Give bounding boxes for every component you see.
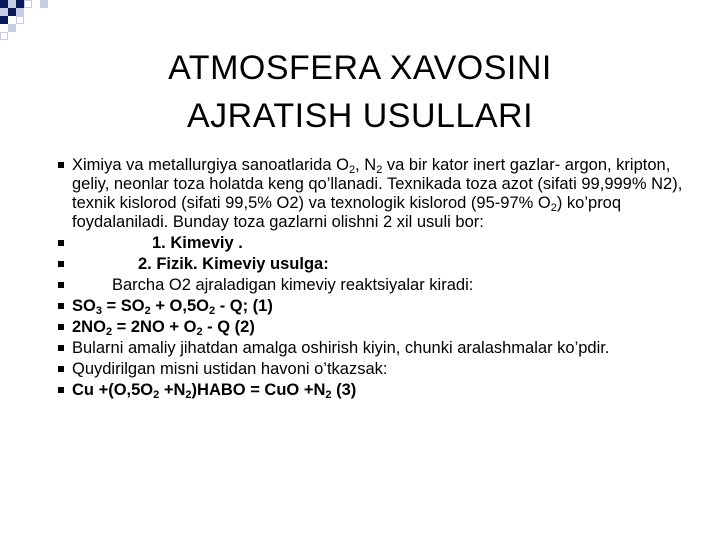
list-item: Bularni amaliy jihatdan amalga oshirish kiyin, chunki aralashmalar ko’pdir. bbox=[58, 339, 698, 358]
corner-decoration bbox=[0, 0, 60, 40]
title-line-1: ATMOSFERA XAVOSINI bbox=[168, 49, 552, 87]
list-item: $2NO_2 = 2NO + O_2 - Q$ (2) bbox=[58, 318, 698, 337]
bullet-icon bbox=[58, 261, 64, 267]
list-item: Quydirilgan misni ustidan havoni o’tkazsak: bbox=[58, 360, 698, 379]
list-item: 1. Kimeviy . bbox=[58, 234, 698, 253]
bullet-icon bbox=[58, 324, 64, 330]
bullet-list bbox=[58, 156, 698, 402]
bullet-icon bbox=[58, 303, 64, 309]
list-item: $Cu +(O,5O_2$ $+N_2)HABO$ = CuO $+N_2$ (3) bbox=[58, 381, 698, 400]
list-item: $SO_3 = SO_2 + O,5O_2 - Q$; (1) bbox=[58, 297, 698, 316]
bullet-icon bbox=[58, 240, 64, 246]
bullet-icon bbox=[58, 282, 64, 288]
slide-title bbox=[60, 44, 660, 140]
title-line-2: AJRATISH USULLARI bbox=[186, 97, 534, 135]
bullet-icon bbox=[58, 366, 64, 372]
list-item: Ximiya va metallurgiya sanoatlarida $O_2$, $N_2$ va bir kator inert gazlar- argon, kripton, geliy, neonlar toza holatda keng qo’llanadi. Texnikada toza azot (sifati 99,999% N2), texnik kislorod (sifati 99,5% O2) va texnologik kislorod (95-97% $O_2$) ko’proq foydalaniladi. Bunday toza gazlarni olishni 2 xil usuli bor: bbox=[58, 156, 698, 232]
bullet-icon bbox=[58, 387, 64, 393]
list-item: Barcha O2 ajraladigan kimeviy reaktsiyalar kiradi: bbox=[58, 276, 698, 295]
bullet-icon bbox=[58, 345, 64, 351]
bullet-icon bbox=[58, 162, 64, 168]
list-item: 2. Fizik. Kimeviy usulga: bbox=[58, 255, 698, 274]
